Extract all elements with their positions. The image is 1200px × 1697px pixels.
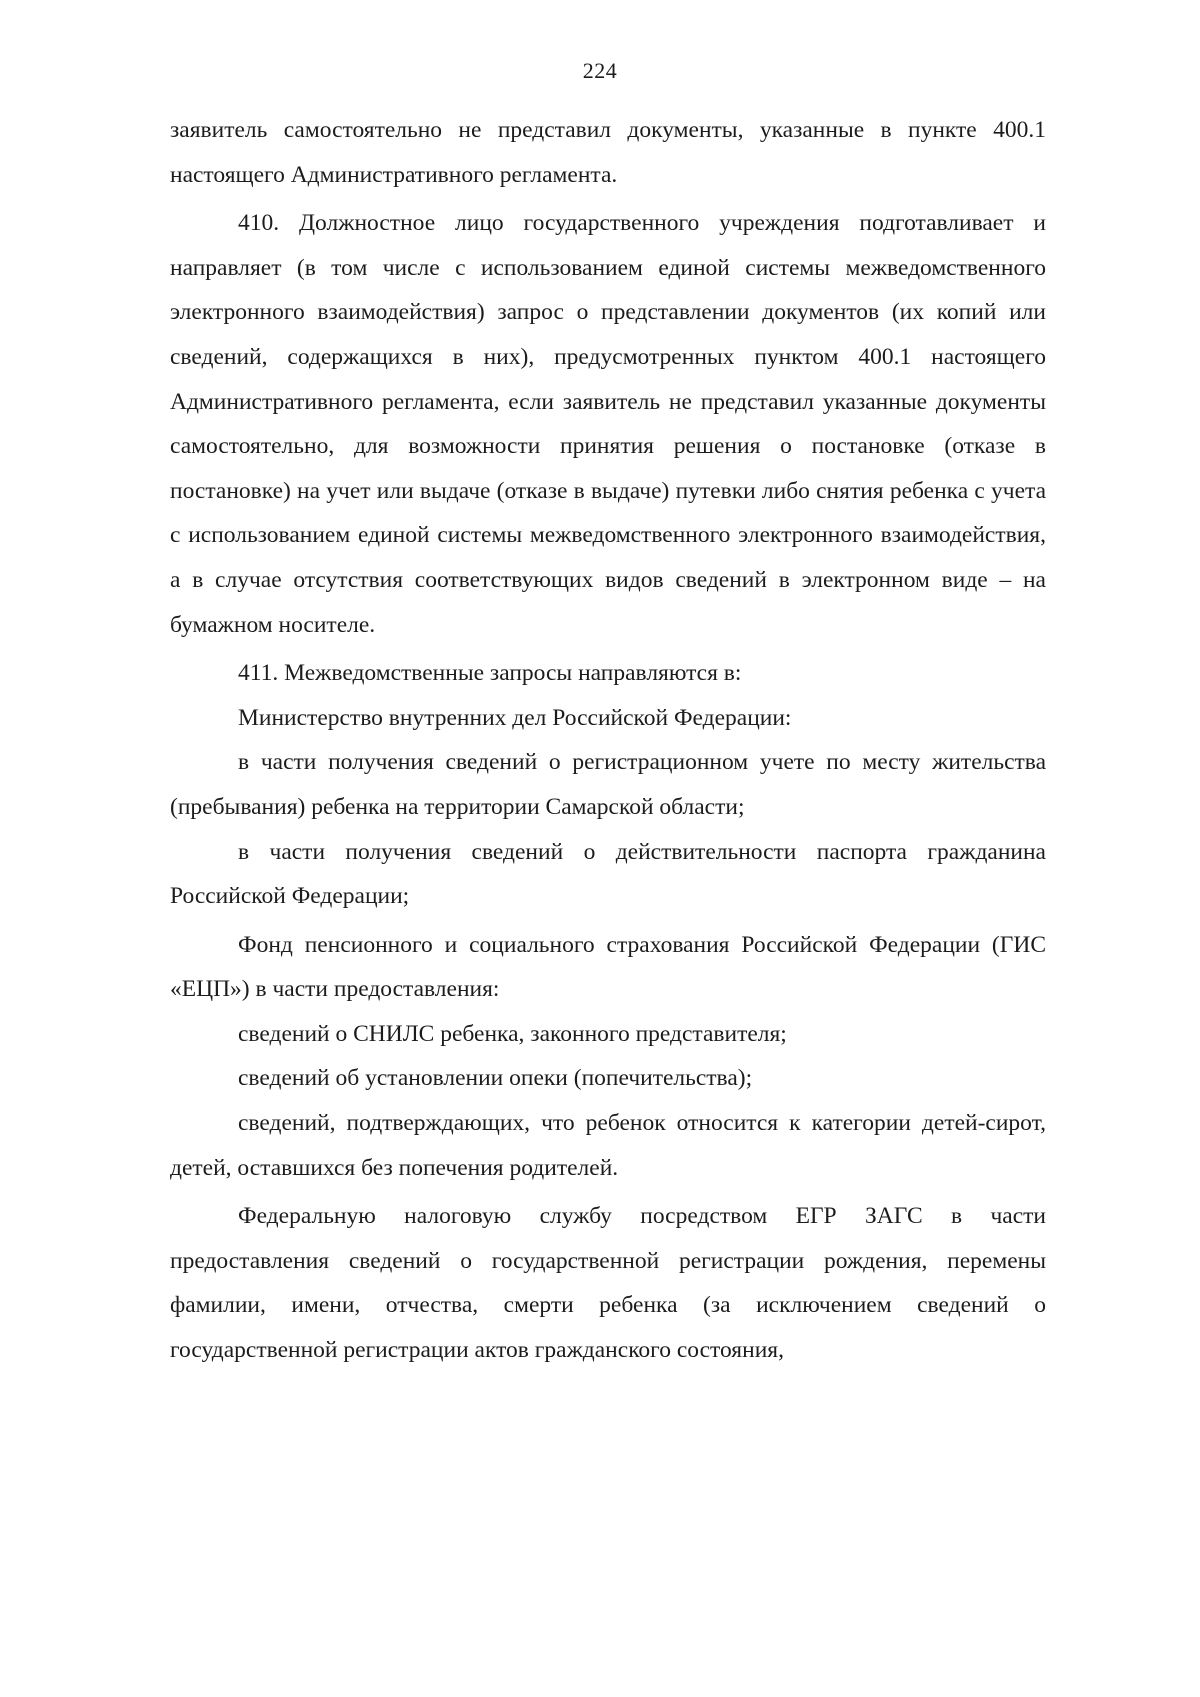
document-body <box>170 108 1046 1373</box>
paragraph-sfr-guardianship: сведений об установлении опеки (попечительства); <box>238 1065 753 1092</box>
paragraph-sfr-snils: сведений о СНИЛС ребенка, законного представителя; <box>238 1020 787 1047</box>
paragraph-mvd-registration: в части получения сведений о регистрационном учете по месту жительства (пребывания) ребенка на территории Самарской области; <box>170 749 1046 820</box>
paragraph-fns: Федеральную налоговую службу посредством ЕГР ЗАГС в части предоставления сведений о государственной регистрации рождения, перемены фамилии, имени, отчества, смерти ребенка (за исключением сведений о государственной регистрации актов гражданского состояния, <box>170 1203 1046 1364</box>
paragraph-sfr-orphans: сведений, подтверждающих, что ребенок относится к категории детей-сирот, детей, оставшихся без попечения родителей. <box>170 1110 1046 1181</box>
paragraph-mvd: Министерство внутренних дел Российской Федерации: <box>238 704 792 731</box>
paragraph-410: 410. Должностное лицо государственного учреждения подготавливает и направляет (в том числе с использованием единой системы межведомственного электронного взаимодействия) запрос о представлении документов (их копий или сведений, содержащихся в них), предусмотренных пунктом 400.1 настоящего Административного регламента, если заявитель не представил указанные документы самостоятельно, для возможности принятия решения о постановке (отказе в постановке) на учет или выдаче (отказе в выдаче) путевки либо снятия ребенка с учета с использованием единой системы межведомственного электронного взаимодействия, а в случае отсутствия соответствующих видов сведений в электронном виде – на бумажном носителе. <box>170 210 1046 638</box>
page-number: 224 <box>582 58 618 83</box>
paragraph-mvd-passport: в части получения сведений о действительности паспорта гражданина Российской Федерации; <box>170 838 1046 910</box>
paragraph-411: 411. Межведомственные запросы направляются в: <box>238 660 742 687</box>
paragraph-continuation: заявитель самостоятельно не представил документы, указанные в пункте 400.1 настоящего Административного регламента. <box>170 117 1046 188</box>
paragraph-sfr: Фонд пенсионного и социального страхования Российской Федерации (ГИС «ЕЦП») в части предоставления: <box>170 931 1046 1003</box>
